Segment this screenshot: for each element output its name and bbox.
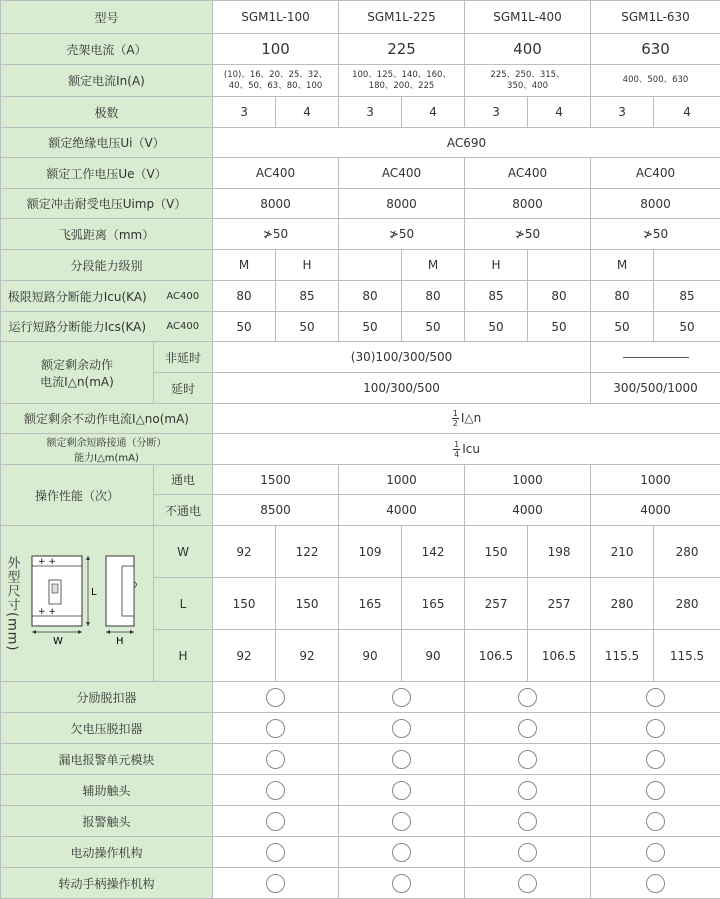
value-cell: 1500 — [213, 465, 339, 495]
row-label: 极数 — [1, 97, 213, 128]
sub-label: 非延时 — [154, 342, 213, 373]
optional-circle-icon — [646, 719, 665, 738]
operation-energized-row — [1, 465, 720, 495]
value-cell: 92 — [213, 526, 276, 578]
value-cell: 8000 — [339, 189, 465, 219]
value-cell: 90 — [339, 630, 402, 682]
value-cell: 85 — [465, 281, 528, 312]
optional-circle-icon — [518, 843, 537, 862]
optional-circle-icon — [266, 812, 285, 831]
row-label: 运行短路分断能力Ics(KA) — [1, 312, 154, 342]
value-cell: (30)100/300/500 — [213, 342, 591, 373]
optional-circle-icon — [392, 719, 411, 738]
accessory-cell — [213, 713, 339, 744]
value-cell: 3 — [465, 97, 528, 128]
accessory-row — [1, 837, 720, 868]
optional-circle-icon — [646, 812, 665, 831]
value-cell: 50 — [276, 312, 339, 342]
value-cell: 50 — [465, 312, 528, 342]
value-cell: 4000 — [591, 495, 720, 526]
value-cell: ≯50 — [213, 219, 339, 250]
sub-label: 通电 — [154, 465, 213, 495]
fraction: $\frac{1}{2}$ — [452, 409, 459, 428]
value-cell: 1000 — [465, 465, 591, 495]
dash-line — [623, 357, 689, 358]
value-cell: 165 — [402, 578, 465, 630]
value-cell: 80 — [339, 281, 402, 312]
value-cell — [528, 250, 591, 281]
accessory-cell — [213, 682, 339, 713]
value-cell: 3 — [591, 97, 654, 128]
sub-label: H — [154, 630, 213, 682]
dimensions-label: 外型尺寸(mm) — [3, 556, 22, 651]
optional-circle-icon — [518, 750, 537, 769]
accessory-cell — [339, 682, 465, 713]
optional-circle-icon — [392, 874, 411, 893]
value-cell: 150 — [276, 578, 339, 630]
value-cell: AC690 — [213, 128, 720, 158]
svg-text:+ +: + + — [38, 607, 56, 617]
model-name: SGM1L-630 — [591, 1, 720, 34]
accessory-label: 报警触头 — [1, 806, 213, 837]
optional-circle-icon — [392, 750, 411, 769]
row-label: 型号 — [1, 1, 213, 34]
row-label: 额定剩余不动作电流I△no(mA) — [1, 404, 213, 434]
ics-row — [1, 312, 720, 342]
sub-label: 延时 — [154, 373, 213, 404]
row-label: 额定冲击耐受电压Uimp（V） — [1, 189, 213, 219]
value-cell: 3 — [339, 97, 402, 128]
optional-circle-icon — [646, 874, 665, 893]
value-cell: 50 — [528, 312, 591, 342]
row-label: 壳架电流（A） — [1, 34, 213, 65]
value-cell: 280 — [654, 578, 720, 630]
dimension-w-row — [1, 526, 720, 578]
accessory-row — [1, 713, 720, 744]
optional-circle-icon — [518, 688, 537, 707]
row-label: 飞弧距离（mm） — [1, 219, 213, 250]
value-cell: 80 — [213, 281, 276, 312]
accessory-row — [1, 775, 720, 806]
value-cell: 50 — [339, 312, 402, 342]
value-cell: 100、125、140、160、 180、200、225 — [339, 65, 465, 97]
accessory-row — [1, 744, 720, 775]
value-cell: 400 — [465, 34, 591, 65]
value-cell: 100 — [213, 34, 339, 65]
optional-circle-icon — [646, 843, 665, 862]
value-cell: 630 — [591, 34, 720, 65]
accessory-cell — [465, 806, 591, 837]
value-cell: 4 — [654, 97, 720, 128]
value-cell: 4 — [276, 97, 339, 128]
value-cell: 4000 — [339, 495, 465, 526]
optional-circle-icon — [392, 812, 411, 831]
frame-current-row — [1, 34, 720, 65]
value-cell: 400、500、630 — [591, 65, 720, 97]
value-cell: 225、250、315、 350、400 — [465, 65, 591, 97]
dim-l-label: L — [91, 587, 97, 598]
value-cell: 80 — [591, 281, 654, 312]
value-cell: 100/300/500 — [213, 373, 591, 404]
value-cell — [339, 250, 402, 281]
optional-circle-icon — [646, 750, 665, 769]
value-cell: 50 — [402, 312, 465, 342]
uimp-row — [1, 189, 720, 219]
model-name: SGM1L-400 — [465, 1, 591, 34]
accessory-cell — [465, 682, 591, 713]
accessory-cell — [465, 837, 591, 868]
value-cell: 4000 — [465, 495, 591, 526]
dim-h-label: H — [116, 636, 124, 647]
value-cell: 106.5 — [465, 630, 528, 682]
value-cell: 142 — [402, 526, 465, 578]
accessory-cell — [591, 682, 720, 713]
value-cell: AC400 — [339, 158, 465, 189]
voltage-label: AC400 — [154, 312, 213, 342]
value-cell: (10)、16、20、25、32、 40、50、63、80、100 — [213, 65, 339, 97]
making-row — [1, 434, 720, 465]
sub-label: 不通电 — [154, 495, 213, 526]
accessory-cell — [339, 744, 465, 775]
accessory-cell — [591, 775, 720, 806]
accessory-cell — [465, 713, 591, 744]
accessory-cell — [339, 775, 465, 806]
sub-label: W — [154, 526, 213, 578]
value-cell: 115.5 — [591, 630, 654, 682]
accessory-label: 漏电报警单元模块 — [1, 744, 213, 775]
optional-circle-icon — [518, 781, 537, 800]
value-cell: 4 — [402, 97, 465, 128]
value-cell: 115.5 — [654, 630, 720, 682]
accessory-label: 分励脱扣器 — [1, 682, 213, 713]
accessory-cell — [213, 775, 339, 806]
ue-row — [1, 158, 720, 189]
accessory-cell — [339, 806, 465, 837]
sub-label: L — [154, 578, 213, 630]
accessory-label: 转动手柄操作机构 — [1, 868, 213, 899]
value-cell: 122 — [276, 526, 339, 578]
accessory-cell — [213, 806, 339, 837]
rated-current-row — [1, 65, 720, 97]
accessory-cell — [213, 744, 339, 775]
value-cell: ≯50 — [339, 219, 465, 250]
row-label: 操作性能（次） — [1, 465, 154, 526]
value-cell: 165 — [339, 578, 402, 630]
value-cell: M — [213, 250, 276, 281]
value-cell: 300/500/1000 — [591, 373, 720, 404]
value-cell: 257 — [465, 578, 528, 630]
accessory-row — [1, 806, 720, 837]
optional-circle-icon — [392, 781, 411, 800]
optional-circle-icon — [646, 688, 665, 707]
model-name: SGM1L-225 — [339, 1, 465, 34]
poles-row — [1, 97, 720, 128]
accessory-cell — [591, 744, 720, 775]
optional-circle-icon — [266, 719, 285, 738]
dim-w-label: W — [53, 636, 63, 647]
accessory-cell — [591, 837, 720, 868]
value-cell: 106.5 — [528, 630, 591, 682]
value-cell: 92 — [213, 630, 276, 682]
optional-circle-icon — [266, 688, 285, 707]
value-cell — [591, 342, 720, 373]
accessory-cell — [465, 775, 591, 806]
accessory-label: 电动操作机构 — [1, 837, 213, 868]
row-label: 额定电流In(A) — [1, 65, 213, 97]
value-cell: 150 — [465, 526, 528, 578]
optional-circle-icon — [266, 874, 285, 893]
optional-circle-icon — [646, 781, 665, 800]
accessory-cell — [339, 713, 465, 744]
model-name: SGM1L-100 — [213, 1, 339, 34]
row-label: 分段能力级别 — [1, 250, 213, 281]
accessory-cell — [339, 837, 465, 868]
value-cell: 80 — [528, 281, 591, 312]
accessory-cell — [591, 806, 720, 837]
row-label: 额定绝缘电压Ui（V） — [1, 128, 213, 158]
optional-circle-icon — [392, 688, 411, 707]
value-cell: AC400 — [465, 158, 591, 189]
value-cell: 92 — [276, 630, 339, 682]
voltage-label: AC400 — [154, 281, 213, 312]
breaker-outline-diagram — [26, 548, 152, 660]
accessory-label: 辅助触头 — [1, 775, 213, 806]
value-cell: 1000 — [339, 465, 465, 495]
residual-nondelay-row — [1, 342, 720, 373]
ui-row — [1, 128, 720, 158]
value-cell: H — [465, 250, 528, 281]
value-cell: 198 — [528, 526, 591, 578]
accessory-row — [1, 682, 720, 713]
value-cell: 85 — [654, 281, 720, 312]
value-cell: 90 — [402, 630, 465, 682]
row-label: 额定工作电压Ue（V） — [1, 158, 213, 189]
row-label: 额定剩余动作 电流I△n(mA) — [1, 342, 154, 404]
value-cell: 8000 — [213, 189, 339, 219]
value-cell: ≯50 — [591, 219, 720, 250]
value-cell: 3 — [213, 97, 276, 128]
optional-circle-icon — [266, 750, 285, 769]
fraction: $\frac{1}{4}$ — [453, 440, 460, 459]
value-cell: 8000 — [465, 189, 591, 219]
value-cell: 8000 — [591, 189, 720, 219]
value-cell: 280 — [654, 526, 720, 578]
value-cell: 8500 — [213, 495, 339, 526]
accessory-label: 欠电压脱扣器 — [1, 713, 213, 744]
value-cell: 210 — [591, 526, 654, 578]
value-cell: H — [276, 250, 339, 281]
breaking-level-row — [1, 250, 720, 281]
accessory-cell — [465, 744, 591, 775]
row-label: 额定剩余短路接通（分断） 能力I△m(mA) — [1, 434, 213, 465]
value-cell: $\frac{1}{4}$ Icu — [213, 434, 720, 465]
svg-text:+ +: + + — [38, 557, 56, 567]
icu-row — [1, 281, 720, 312]
value-cell: ≯50 — [465, 219, 591, 250]
value-cell: 1000 — [591, 465, 720, 495]
row-label: 极限短路分断能力Icu(KA) — [1, 281, 154, 312]
optional-circle-icon — [266, 843, 285, 862]
arc-row — [1, 219, 720, 250]
value-cell: $\frac{1}{2}$ I△n — [213, 404, 720, 434]
value-cell: 225 — [339, 34, 465, 65]
optional-circle-icon — [392, 843, 411, 862]
value-cell — [654, 250, 720, 281]
value-cell: 50 — [591, 312, 654, 342]
optional-circle-icon — [518, 812, 537, 831]
non-operating-row — [1, 404, 720, 434]
value-cell: M — [402, 250, 465, 281]
dimensions-cell — [1, 526, 154, 682]
optional-circle-icon — [518, 719, 537, 738]
optional-circle-icon — [266, 781, 285, 800]
value-cell: 280 — [591, 578, 654, 630]
value-cell: 109 — [339, 526, 402, 578]
value-cell: 85 — [276, 281, 339, 312]
model-row — [1, 1, 720, 34]
value-cell: 4 — [528, 97, 591, 128]
accessory-cell — [213, 837, 339, 868]
value-cell: M — [591, 250, 654, 281]
value-cell: AC400 — [213, 158, 339, 189]
accessory-cell — [591, 713, 720, 744]
value-cell: 257 — [528, 578, 591, 630]
value-cell: 50 — [213, 312, 276, 342]
optional-circle-icon — [518, 874, 537, 893]
value-cell: AC400 — [591, 158, 720, 189]
value-cell: 50 — [654, 312, 720, 342]
value-cell: 150 — [213, 578, 276, 630]
value-cell: 80 — [402, 281, 465, 312]
